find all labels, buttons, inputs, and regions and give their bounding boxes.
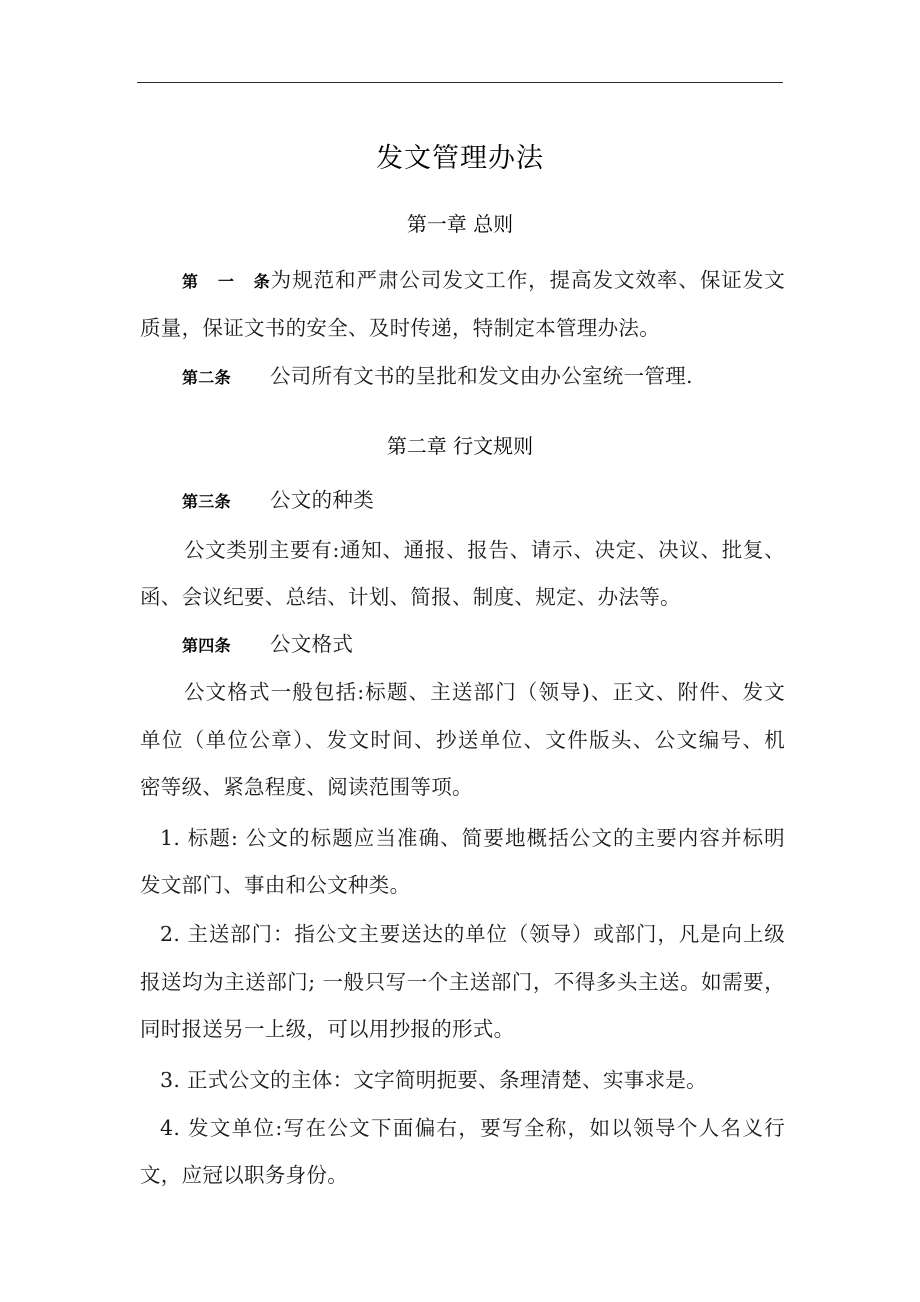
- article-1-line-2: 质量，保证文书的安全、及时传递，特制定本管理办法。: [140, 316, 660, 340]
- article-2-line-1: 第二条 公司所有文书的呈批和发文由办公室统一管理.: [182, 364, 693, 388]
- list-item-1-line-1: 1. 标题: 公文的标题应当准确、简要地概括公文的主要内容并标明: [160, 826, 785, 850]
- article-label-3: 第三条: [182, 492, 231, 511]
- article-4-line-1: 第四条 公文格式: [182, 632, 354, 656]
- list-item-2-line-2: 报送均为主送部门; 一般只写一个主送部门，不得多头主送。如需要，: [140, 970, 785, 994]
- list-item-2-line-3: 同时报送另一上级，可以用抄报的形式。: [140, 1017, 515, 1041]
- article-4-body-line-3: 密等级、紧急程度、阅读范围等项。: [140, 775, 473, 799]
- article-label-2: 第二条: [182, 368, 231, 387]
- article-4-body-line-1: 公文格式一般包括:标题、主送部门（领导)、正文、附件、发文: [184, 680, 785, 704]
- list-item-4-line-2: 文，应冠以职务身份。: [140, 1163, 348, 1187]
- list-item-3-line-1: 3. 正式公文的主体：文字简明扼要、条理清楚、实事求是。: [160, 1068, 707, 1092]
- article-3-body-line-2: 函、会议纪要、总结、计划、简报、制度、规定、办法等。: [140, 585, 681, 609]
- article-4-body-line-2: 单位（单位公章）、发文时间、抄送单位、文件版头、公文编号、机: [140, 728, 785, 752]
- article-3-body-line-1: 公文类别主要有:通知、通报、报告、请示、决定、决议、批复、: [184, 538, 785, 562]
- chapter-heading-2: 第二章 行文规则: [386, 434, 534, 458]
- list-item-2-line-1: 2. 主送部门：指公文主要送达的单位（领导）或部门，凡是向上级: [160, 922, 785, 946]
- list-item-1-line-2: 发文部门、事由和公文种类。: [140, 873, 411, 897]
- article-label-4: 第四条: [182, 636, 231, 655]
- article-1-line-1: 第一条为规范和严肃公司发文工作，提高发文效率、保证发文: [182, 268, 785, 292]
- list-item-4-line-1: 4. 发文单位:写在公文下面偏右，要写全称，如以领导个人名义行: [160, 1116, 785, 1140]
- article-3-line-1: 第三条 公文的种类: [182, 488, 374, 512]
- chapter-heading-1: 第一章 总则: [406, 212, 514, 236]
- document-title: 发文管理办法: [376, 143, 544, 174]
- article-label-1: 第一条: [182, 272, 270, 291]
- header-rule: [137, 82, 783, 83]
